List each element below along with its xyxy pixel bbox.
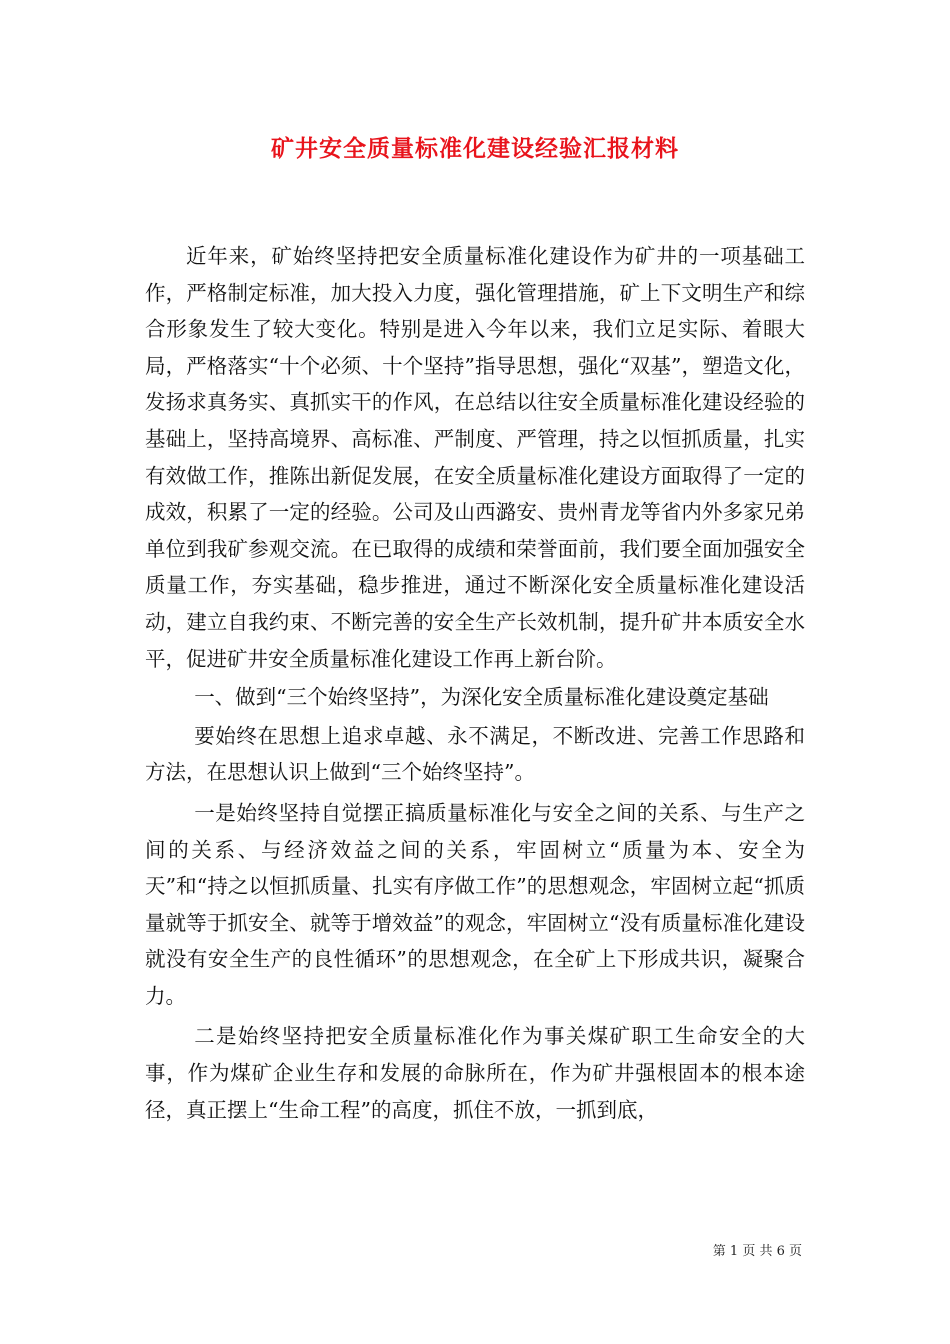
paragraph-intro: 近年来，矿始终坚持把安全质量标准化建设作为矿井的一项基础工作，严格制定标准，加大投入力度，强化管理措施，矿上下文明生产和综合形象发生了较大变化。特别是进入今年以来，我们立足实际、着眼大局，严格落实“十个必须、十个坚持”指导思想，强化“双基”，塑造文化，发扬求真务实、真抓实干的作风，在总结以往安全质量标准化建设经验的基础上，坚持高境界、高标准、严制度、严管理，持之以恒抓质量，扎实有效做工作，推陈出新促发展，在安全质量标准化建设方面取得了一定的成效，积累了一定的经验。公司及山西潞安、贵州青龙等省内外多家兄弟单位到我矿参观交流。在已取得的成绩和荣誉面前，我们要全面加强安全质量工作，夯实基础，稳步推进，通过不断深化安全质量标准化建设活动，建立自我约束、不断完善的安全生产长效机制，提升矿井本质安全水平，促进矿井安全质量标准化建设工作再上新台阶。 [145, 244, 805, 671]
section-heading-1: 一、做到“三个始终坚持”，为深化安全质量标准化建设奠定基础 [194, 685, 769, 710]
document-body [145, 238, 805, 1128]
paragraph-section-1-intro: 要始终在思想上追求卓越、永不满足，不断改进、完善工作思路和方法，在思想认识上做到“三个始终坚持”。 [145, 723, 805, 785]
page-number-indicator: 第 1 页 共 6 页 [712, 1244, 802, 1259]
paragraph-point-2: 二是始终坚持把安全质量标准化作为事关煤矿职工生命安全的大事，作为煤矿企业生存和发展的命脉所在，作为矿井强根固本的根本途径，真正摆上“生命工程”的高度，抓住不放，一抓到底， [145, 1024, 805, 1122]
paragraph-point-1: 一是始终坚持自觉摆正搞质量标准化与安全之间的关系、与生产之间的关系、与经济效益之间的关系，牢固树立“质量为本、安全为天”和“持之以恒抓质量、扎实有序做工作”的思想观念，牢固树立起“抓质量就等于抓安全、就等于增效益”的观念，牢固树立“没有质量标准化建设就没有安全生产的良性循环”的思想观念，在全矿上下形成共识，凝聚合力。 [145, 800, 805, 1008]
document-title: 矿井安全质量标准化建设经验汇报材料 [271, 135, 679, 162]
